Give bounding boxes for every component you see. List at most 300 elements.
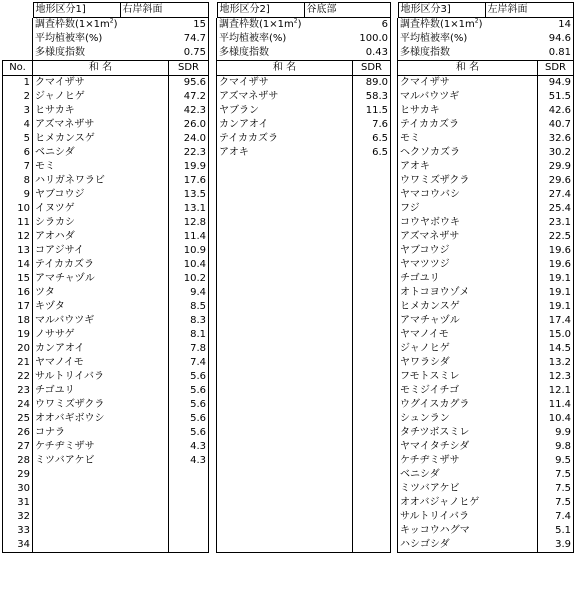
sdr-value bbox=[353, 216, 391, 230]
table-row bbox=[398, 370, 574, 384]
row-number: 29 bbox=[3, 468, 33, 482]
species-name: ヤマツツジ bbox=[398, 258, 538, 272]
species-name: ミツバアケビ bbox=[33, 454, 169, 468]
section-value: 右岸斜面 bbox=[121, 2, 209, 18]
plots-label: 調査枠数$(1\times 1m^2)$ bbox=[33, 18, 169, 32]
sdr-value bbox=[169, 538, 209, 553]
section-label: 地形区分1] bbox=[33, 2, 121, 18]
species-name bbox=[217, 160, 353, 174]
sdr-value: 7.6 bbox=[353, 118, 391, 132]
species-name bbox=[217, 328, 353, 342]
species-name: オオバギボウシ bbox=[33, 412, 169, 426]
sdr-value: 7.4 bbox=[538, 510, 574, 524]
sdr-value: 19.6 bbox=[538, 244, 574, 258]
table-row bbox=[398, 538, 574, 553]
sdr-value: 94.9 bbox=[538, 76, 574, 91]
row-number: 28 bbox=[3, 454, 33, 468]
sdr-value: 22.5 bbox=[538, 230, 574, 244]
species-name bbox=[33, 496, 169, 510]
sdr-value: 47.2 bbox=[169, 90, 209, 104]
species-name: ヤブコウジ bbox=[33, 188, 169, 202]
sdr-value: 3.9 bbox=[538, 538, 574, 553]
table-row bbox=[398, 188, 574, 202]
sdr-value bbox=[169, 510, 209, 524]
sdr-value bbox=[353, 188, 391, 202]
sdr-value bbox=[353, 510, 391, 524]
row-number: 1 bbox=[3, 76, 33, 91]
species-name bbox=[217, 286, 353, 300]
row-number: 18 bbox=[3, 314, 33, 328]
sdr-value: 13.5 bbox=[169, 188, 209, 202]
table-row bbox=[398, 384, 574, 398]
plots-label: 調査枠数$(1\times 1m^2)$ bbox=[398, 18, 538, 32]
table-row bbox=[217, 286, 391, 300]
table-row bbox=[217, 216, 391, 230]
col-sdr-header: SDR bbox=[169, 61, 209, 76]
row-number: 3 bbox=[3, 104, 33, 118]
species-name: カンアオイ bbox=[33, 342, 169, 356]
sdr-value: 19.6 bbox=[538, 258, 574, 272]
table-row bbox=[3, 300, 209, 314]
table-row bbox=[217, 384, 391, 398]
table-row bbox=[3, 398, 209, 412]
table-row bbox=[3, 160, 209, 174]
sdr-value: 10.4 bbox=[538, 412, 574, 426]
row-number: 24 bbox=[3, 398, 33, 412]
sdr-value: 17.6 bbox=[169, 174, 209, 188]
species-name: ノササゲ bbox=[33, 328, 169, 342]
species-name: フジ bbox=[398, 202, 538, 216]
column-header-row bbox=[398, 61, 574, 76]
table-row bbox=[3, 76, 209, 91]
section-header-row bbox=[217, 2, 391, 18]
species-name: ヒサカキ bbox=[33, 104, 169, 118]
species-name bbox=[33, 468, 169, 482]
species-name: アオキ bbox=[217, 146, 353, 160]
sdr-value bbox=[353, 398, 391, 412]
species-name: マルバウツギ bbox=[33, 314, 169, 328]
species-name bbox=[217, 244, 353, 258]
species-name: ヒサカキ bbox=[398, 104, 538, 118]
diversity-value: 0.43 bbox=[353, 46, 391, 61]
row-number: 22 bbox=[3, 370, 33, 384]
species-name bbox=[33, 524, 169, 538]
sdr-value bbox=[353, 160, 391, 174]
row-number: 30 bbox=[3, 482, 33, 496]
sdr-value: 8.5 bbox=[169, 300, 209, 314]
table-row bbox=[217, 272, 391, 286]
section-label: 地形区分2] bbox=[217, 2, 305, 18]
table-row bbox=[398, 412, 574, 426]
table-row bbox=[3, 132, 209, 146]
table-row bbox=[398, 510, 574, 524]
table-row bbox=[217, 160, 391, 174]
sdr-value: 26.0 bbox=[169, 118, 209, 132]
row-number: 14 bbox=[3, 258, 33, 272]
row-number: 11 bbox=[3, 216, 33, 230]
sdr-value: 13.2 bbox=[538, 356, 574, 370]
species-name bbox=[217, 258, 353, 272]
table-row bbox=[3, 440, 209, 454]
species-name: テイカカズラ bbox=[398, 118, 538, 132]
species-name: ケチヂミザサ bbox=[33, 440, 169, 454]
cover-value: 74.7 bbox=[169, 32, 209, 46]
row-number: 9 bbox=[3, 188, 33, 202]
species-name: チゴユリ bbox=[398, 272, 538, 286]
species-name: ケチヂミザサ bbox=[398, 454, 538, 468]
species-name: ウグイスカグラ bbox=[398, 398, 538, 412]
sdr-value: 42.3 bbox=[169, 104, 209, 118]
diversity-label: 多様度指数 bbox=[217, 46, 353, 61]
sdr-value bbox=[353, 244, 391, 258]
col-name-header: 和 名 bbox=[33, 61, 169, 76]
row-number: 16 bbox=[3, 286, 33, 300]
species-name: ヤブコウジ bbox=[398, 244, 538, 258]
sdr-value: 5.6 bbox=[169, 426, 209, 440]
row-number: 8 bbox=[3, 174, 33, 188]
species-name bbox=[33, 510, 169, 524]
table-row bbox=[217, 188, 391, 202]
sdr-value: 29.9 bbox=[538, 160, 574, 174]
table-row bbox=[3, 342, 209, 356]
species-name: シュンラン bbox=[398, 412, 538, 426]
sdr-value: 23.1 bbox=[538, 216, 574, 230]
species-name bbox=[217, 356, 353, 370]
sdr-value: 24.0 bbox=[169, 132, 209, 146]
row-number: 15 bbox=[3, 272, 33, 286]
species-name: コウヤボウキ bbox=[398, 216, 538, 230]
species-name bbox=[217, 370, 353, 384]
diversity-row bbox=[3, 46, 209, 61]
sdr-value bbox=[353, 440, 391, 454]
species-name: フモトスミレ bbox=[398, 370, 538, 384]
section-2-table bbox=[216, 2, 391, 553]
row-number: 6 bbox=[3, 146, 33, 160]
species-name: オオバジャノヒゲ bbox=[398, 496, 538, 510]
table-row bbox=[217, 300, 391, 314]
diversity-row bbox=[217, 46, 391, 61]
table-row bbox=[398, 146, 574, 160]
row-number: 25 bbox=[3, 412, 33, 426]
sdr-value: 40.7 bbox=[538, 118, 574, 132]
sdr-value: 9.5 bbox=[538, 454, 574, 468]
row-number: 33 bbox=[3, 524, 33, 538]
table-row bbox=[398, 230, 574, 244]
species-name: ツタ bbox=[33, 286, 169, 300]
section-label: 地形区分3] bbox=[398, 2, 486, 18]
sdr-value: 19.1 bbox=[538, 272, 574, 286]
table-row bbox=[398, 258, 574, 272]
sdr-value: 11.5 bbox=[353, 104, 391, 118]
section-value: 谷底部 bbox=[305, 2, 391, 18]
table-row bbox=[3, 384, 209, 398]
species-name: ベニシダ bbox=[33, 146, 169, 160]
table-row bbox=[217, 524, 391, 538]
table-row bbox=[217, 328, 391, 342]
species-name: ハシゴシダ bbox=[398, 538, 538, 553]
species-name bbox=[217, 300, 353, 314]
sdr-value: 10.2 bbox=[169, 272, 209, 286]
species-name: モミジイチゴ bbox=[398, 384, 538, 398]
table-row bbox=[217, 496, 391, 510]
sdr-value: 8.1 bbox=[169, 328, 209, 342]
table-row bbox=[3, 482, 209, 496]
species-name: カンアオイ bbox=[217, 118, 353, 132]
section-value: 左岸斜面 bbox=[486, 2, 574, 18]
species-name bbox=[217, 188, 353, 202]
table-row bbox=[217, 510, 391, 524]
diversity-value: 0.81 bbox=[538, 46, 574, 61]
plots-row bbox=[217, 18, 391, 32]
table-row bbox=[3, 244, 209, 258]
sdr-value: 7.5 bbox=[538, 496, 574, 510]
col-sdr-header: SDR bbox=[353, 61, 391, 76]
sdr-value: 25.4 bbox=[538, 202, 574, 216]
table-row bbox=[3, 328, 209, 342]
cover-row bbox=[398, 32, 574, 46]
section-header-row bbox=[398, 2, 574, 18]
sdr-value bbox=[353, 328, 391, 342]
sdr-value: 9.8 bbox=[538, 440, 574, 454]
species-name: オトコヨウゾメ bbox=[398, 286, 538, 300]
table-row bbox=[398, 468, 574, 482]
diversity-label: 多様度指数 bbox=[33, 46, 169, 61]
species-name: ヤマコウバシ bbox=[398, 188, 538, 202]
species-name: ヘクソカズラ bbox=[398, 146, 538, 160]
row-number: 4 bbox=[3, 118, 33, 132]
cover-row bbox=[3, 32, 209, 46]
species-name: ヤワラシダ bbox=[398, 356, 538, 370]
table-row bbox=[3, 412, 209, 426]
table-row bbox=[3, 202, 209, 216]
table-row bbox=[217, 538, 391, 553]
species-name bbox=[217, 482, 353, 496]
species-name bbox=[217, 496, 353, 510]
table-row bbox=[3, 370, 209, 384]
table-row bbox=[217, 202, 391, 216]
species-name: ヤマノイモ bbox=[33, 356, 169, 370]
cover-label: 平均植被率(%) bbox=[33, 32, 169, 46]
table-row bbox=[217, 146, 391, 160]
sdr-value: 12.8 bbox=[169, 216, 209, 230]
species-name: ヒメカンスゲ bbox=[33, 132, 169, 146]
table-row bbox=[217, 174, 391, 188]
sdr-value: 5.6 bbox=[169, 398, 209, 412]
species-name: キッコウハグマ bbox=[398, 524, 538, 538]
sdr-value: 7.8 bbox=[169, 342, 209, 356]
sdr-value: 13.1 bbox=[169, 202, 209, 216]
cover-label: 平均植被率(%) bbox=[217, 32, 353, 46]
col-name-header: 和 名 bbox=[398, 61, 538, 76]
species-name: アズマネザサ bbox=[217, 90, 353, 104]
table-row bbox=[3, 356, 209, 370]
diversity-row bbox=[398, 46, 574, 61]
sdr-value bbox=[169, 524, 209, 538]
species-name: テイカカズラ bbox=[33, 258, 169, 272]
species-name bbox=[217, 412, 353, 426]
table-row bbox=[398, 76, 574, 91]
table-row bbox=[217, 398, 391, 412]
table-row bbox=[217, 314, 391, 328]
plots-row bbox=[3, 18, 209, 32]
table-row bbox=[217, 258, 391, 272]
sdr-value bbox=[353, 258, 391, 272]
species-name: アオハダ bbox=[33, 230, 169, 244]
sdr-value: 5.6 bbox=[169, 412, 209, 426]
sdr-value: 8.3 bbox=[169, 314, 209, 328]
species-name: モミ bbox=[33, 160, 169, 174]
sdr-value: 4.3 bbox=[169, 454, 209, 468]
sdr-value bbox=[353, 314, 391, 328]
col-name-header: 和 名 bbox=[217, 61, 353, 76]
table-row bbox=[3, 174, 209, 188]
table-row bbox=[217, 104, 391, 118]
species-name: クマイザサ bbox=[33, 76, 169, 91]
table-row bbox=[398, 244, 574, 258]
sdr-value: 12.1 bbox=[538, 384, 574, 398]
sdr-value bbox=[353, 454, 391, 468]
table-row bbox=[398, 524, 574, 538]
cover-row bbox=[217, 32, 391, 46]
species-name: コアジサイ bbox=[33, 244, 169, 258]
sdr-value bbox=[353, 174, 391, 188]
sdr-value: 7.4 bbox=[169, 356, 209, 370]
sdr-value: 7.5 bbox=[538, 482, 574, 496]
sdr-value: 5.6 bbox=[169, 370, 209, 384]
plots-label: 調査枠数$(1\times 1m^2)$ bbox=[217, 18, 353, 32]
table-row bbox=[398, 118, 574, 132]
table-row bbox=[217, 454, 391, 468]
sdr-value: 19.9 bbox=[169, 160, 209, 174]
table-row bbox=[3, 496, 209, 510]
table-row bbox=[398, 132, 574, 146]
table-row bbox=[398, 440, 574, 454]
species-name: ミツバアケビ bbox=[398, 482, 538, 496]
row-number: 26 bbox=[3, 426, 33, 440]
row-number: 23 bbox=[3, 384, 33, 398]
species-name: アマチャヅル bbox=[33, 272, 169, 286]
species-name bbox=[217, 538, 353, 553]
row-number: 31 bbox=[3, 496, 33, 510]
species-name: イヌツゲ bbox=[33, 202, 169, 216]
plots-row bbox=[398, 18, 574, 32]
species-name: テイカカズラ bbox=[217, 132, 353, 146]
sdr-value bbox=[353, 468, 391, 482]
table-row bbox=[3, 104, 209, 118]
row-number: 2 bbox=[3, 90, 33, 104]
table-row bbox=[3, 146, 209, 160]
species-name: ハリガネワラビ bbox=[33, 174, 169, 188]
species-name bbox=[217, 216, 353, 230]
sdr-value: 6.5 bbox=[353, 146, 391, 160]
sdr-value: 9.9 bbox=[538, 426, 574, 440]
sdr-value bbox=[353, 286, 391, 300]
sdr-value: 19.1 bbox=[538, 286, 574, 300]
species-name bbox=[217, 314, 353, 328]
table-row bbox=[3, 510, 209, 524]
table-row bbox=[3, 524, 209, 538]
table-row bbox=[3, 216, 209, 230]
table-row bbox=[398, 482, 574, 496]
species-name: ウワミズザクラ bbox=[33, 398, 169, 412]
sdr-value: 11.4 bbox=[169, 230, 209, 244]
sdr-value: 22.3 bbox=[169, 146, 209, 160]
table-row bbox=[217, 370, 391, 384]
table-row bbox=[398, 342, 574, 356]
sdr-value bbox=[353, 272, 391, 286]
species-name: クマイザサ bbox=[217, 76, 353, 91]
table-row bbox=[398, 328, 574, 342]
species-name: ヤマイタチシダ bbox=[398, 440, 538, 454]
table-row bbox=[217, 230, 391, 244]
species-name bbox=[217, 230, 353, 244]
sdr-value: 58.3 bbox=[353, 90, 391, 104]
diversity-value: 0.75 bbox=[169, 46, 209, 61]
row-number: 27 bbox=[3, 440, 33, 454]
sdr-value bbox=[353, 524, 391, 538]
sdr-value bbox=[353, 426, 391, 440]
sdr-value: 27.4 bbox=[538, 188, 574, 202]
species-name: コナラ bbox=[33, 426, 169, 440]
table-row bbox=[398, 160, 574, 174]
sdr-value bbox=[169, 468, 209, 482]
table-row bbox=[398, 496, 574, 510]
sdr-value bbox=[353, 230, 391, 244]
species-name bbox=[217, 440, 353, 454]
species-name: クマイザサ bbox=[398, 76, 538, 91]
table-row bbox=[398, 286, 574, 300]
sdr-value bbox=[353, 356, 391, 370]
plots-value: 14 bbox=[538, 18, 574, 32]
sdr-value bbox=[169, 482, 209, 496]
table-row bbox=[217, 412, 391, 426]
table-row bbox=[3, 230, 209, 244]
sdr-value: 11.4 bbox=[538, 398, 574, 412]
species-name bbox=[217, 342, 353, 356]
diversity-label: 多様度指数 bbox=[398, 46, 538, 61]
sdr-value bbox=[353, 538, 391, 553]
row-number: 12 bbox=[3, 230, 33, 244]
sdr-value: 42.6 bbox=[538, 104, 574, 118]
table-row bbox=[217, 482, 391, 496]
species-name: ジャノヒゲ bbox=[398, 342, 538, 356]
species-name: マルバウツギ bbox=[398, 90, 538, 104]
table-row bbox=[398, 216, 574, 230]
species-name: タチツボスミレ bbox=[398, 426, 538, 440]
species-name bbox=[33, 482, 169, 496]
table-row bbox=[3, 118, 209, 132]
table-row bbox=[398, 314, 574, 328]
species-name: サルトリイバラ bbox=[33, 370, 169, 384]
species-name: アズマネザサ bbox=[33, 118, 169, 132]
column-header-row bbox=[3, 61, 209, 76]
table-row bbox=[398, 104, 574, 118]
section-1-table bbox=[2, 2, 209, 553]
species-name: ジャノヒゲ bbox=[33, 90, 169, 104]
table-row bbox=[3, 454, 209, 468]
cover-value: 100.0 bbox=[353, 32, 391, 46]
species-name: チゴユリ bbox=[33, 384, 169, 398]
table-row bbox=[398, 90, 574, 104]
species-name: キヅタ bbox=[33, 300, 169, 314]
species-name bbox=[33, 538, 169, 553]
table-row bbox=[217, 440, 391, 454]
sdr-value bbox=[353, 342, 391, 356]
row-number: 5 bbox=[3, 132, 33, 146]
row-number: 13 bbox=[3, 244, 33, 258]
sdr-value: 14.5 bbox=[538, 342, 574, 356]
table-row bbox=[398, 272, 574, 286]
